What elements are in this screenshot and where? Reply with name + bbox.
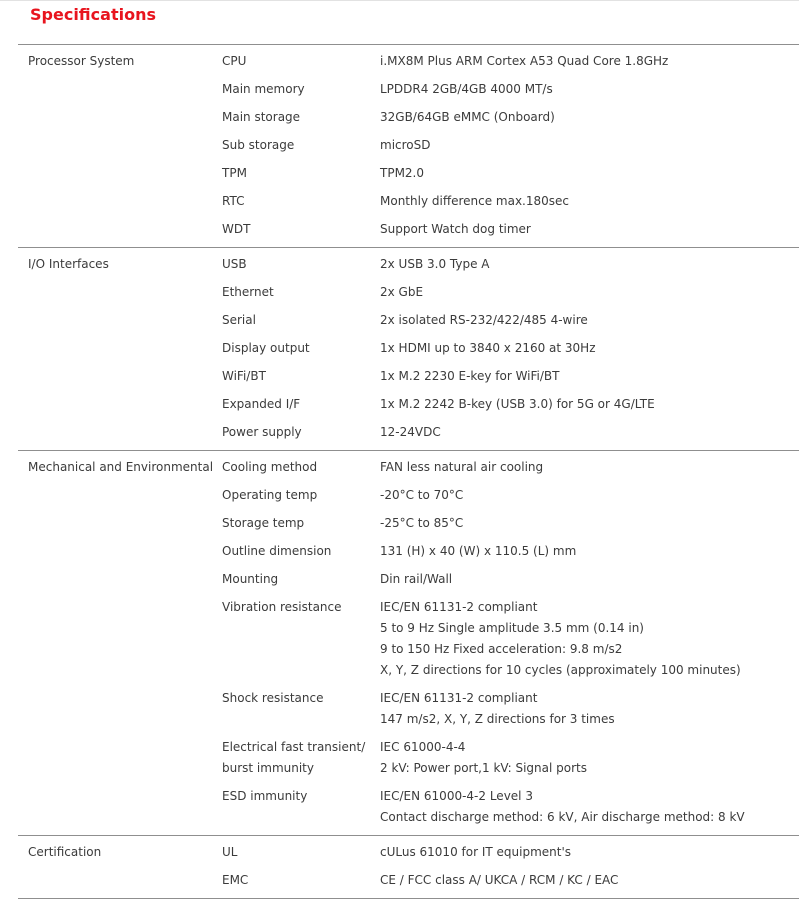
spec-item-line: EMC: [222, 873, 249, 887]
spec-row: [18, 597, 799, 688]
spec-item-label: [222, 597, 380, 688]
spec-value-line: -20°C to 70°C: [380, 488, 464, 502]
group-label-empty: [18, 422, 222, 451]
spec-item-line: Operating temp: [222, 488, 318, 502]
spec-item-label: [222, 513, 380, 541]
spec-value-line: 12-24VDC: [380, 425, 441, 439]
spec-item-line: Mounting: [222, 572, 279, 586]
spec-value-line: LPDDR4 2GB/4GB 4000 MT/s: [380, 82, 553, 96]
spec-value-line: 2x GbE: [380, 285, 424, 299]
spec-item-label: [222, 219, 380, 248]
spec-row: [18, 191, 799, 219]
spec-row: [18, 163, 799, 191]
spec-row: [18, 248, 799, 283]
spec-value: [380, 248, 799, 283]
spec-value-line: 1x M.2 2230 E-key for WiFi/BT: [380, 369, 560, 383]
spec-value: [380, 219, 799, 248]
spec-item-label: [222, 394, 380, 422]
spec-row: [18, 870, 799, 899]
spec-row: [18, 282, 799, 310]
spec-value: [380, 688, 799, 737]
group-label-empty: [18, 79, 222, 107]
spec-value: [380, 870, 799, 899]
spec-item-line: TPM: [222, 166, 247, 180]
spec-item-line: Sub storage: [222, 138, 295, 152]
spec-item-line: Ethernet: [222, 285, 274, 299]
spec-item-line: Vibration resistance: [222, 600, 342, 614]
spec-item-label: [222, 688, 380, 737]
spec-item-label: [222, 485, 380, 513]
spec-value: [380, 338, 799, 366]
spec-value: [380, 107, 799, 135]
spec-item-label: [222, 107, 380, 135]
group-label-empty: [18, 485, 222, 513]
spec-row: [18, 569, 799, 597]
spec-row: [18, 366, 799, 394]
spec-value-line: 147 m/s2, X, Y, Z directions for 3 times: [380, 712, 615, 726]
spec-row: [18, 836, 799, 871]
spec-item-label: [222, 338, 380, 366]
spec-value: [380, 282, 799, 310]
group-label: Certification: [28, 845, 102, 859]
group-label-empty: [18, 513, 222, 541]
group-label-empty: [18, 569, 222, 597]
spec-value-line: Support Watch dog timer: [380, 222, 531, 236]
spec-value: [380, 451, 799, 486]
spec-item-label: [222, 248, 380, 283]
spec-value-line: IEC 61000-4-4: [380, 740, 466, 754]
spec-row: [18, 737, 799, 786]
specifications-table: [18, 44, 799, 899]
spec-row: [18, 45, 799, 80]
spec-item-label: [222, 836, 380, 871]
spec-value: [380, 79, 799, 107]
spec-item-label: [222, 191, 380, 219]
group-label-empty: [18, 688, 222, 737]
page-title: Specifications: [30, 5, 156, 24]
spec-row: [18, 107, 799, 135]
group-label-empty: [18, 191, 222, 219]
spec-value: [380, 163, 799, 191]
spec-value: [380, 737, 799, 786]
spec-value-line: microSD: [380, 138, 431, 152]
spec-value-line: IEC/EN 61131-2 compliant: [380, 691, 538, 705]
group-label-empty: [18, 338, 222, 366]
spec-item-line: Storage temp: [222, 516, 305, 530]
spec-item-label: [222, 786, 380, 836]
spec-value: [380, 422, 799, 451]
spec-value-line: Contact discharge method: 6 kV, Air discharge method: 8 kV: [380, 810, 745, 824]
spec-item-label: [222, 45, 380, 80]
group-label: I/O Interfaces: [28, 257, 109, 271]
spec-value-line: 32GB/64GB eMMC (Onboard): [380, 110, 555, 124]
spec-row: [18, 513, 799, 541]
group-label-empty: [18, 786, 222, 836]
spec-item-label: [222, 135, 380, 163]
group-label-empty: [18, 282, 222, 310]
spec-value: [380, 597, 799, 688]
spec-row: [18, 79, 799, 107]
group-label: Mechanical and Environmental: [28, 460, 214, 474]
spec-value-line: -25°C to 85°C: [380, 516, 464, 530]
spec-item-label: [222, 870, 380, 899]
spec-value-line: 1x HDMI up to 3840 x 2160 at 30Hz: [380, 341, 596, 355]
spec-row: [18, 135, 799, 163]
spec-item-line: RTC: [222, 194, 245, 208]
spec-item-label: [222, 310, 380, 338]
group-label-empty: [18, 541, 222, 569]
spec-value-line: CE / FCC class A/ UKCA / RCM / KC / EAC: [380, 873, 619, 887]
group-label-empty: [18, 870, 222, 899]
spec-item-line: burst immunity: [222, 761, 314, 775]
spec-item-label: [222, 737, 380, 786]
spec-item-line: Display output: [222, 341, 310, 355]
spec-value-line: 131 (H) x 40 (W) x 110.5 (L) mm: [380, 544, 577, 558]
spec-value: [380, 394, 799, 422]
spec-item-line: Main storage: [222, 110, 301, 124]
spec-value-line: Monthly difference max.180sec: [380, 194, 570, 208]
spec-row: [18, 541, 799, 569]
spec-row: [18, 786, 799, 836]
spec-value-line: 2x isolated RS-232/422/485 4-wire: [380, 313, 588, 327]
spec-value-line: 1x M.2 2242 B-key (USB 3.0) for 5G or 4G/LTE: [380, 397, 655, 411]
spec-value-line: cULus 61010 for IT equipment's: [380, 845, 572, 859]
spec-item-line: Main memory: [222, 82, 305, 96]
spec-value-line: 2 kV: Power port,1 kV: Signal ports: [380, 761, 588, 775]
spec-value: [380, 541, 799, 569]
spec-value-line: FAN less natural air cooling: [380, 460, 544, 474]
group-label-empty: [18, 135, 222, 163]
spec-item-line: Power supply: [222, 425, 302, 439]
group-label-empty: [18, 737, 222, 786]
spec-row: [18, 394, 799, 422]
spec-row: [18, 338, 799, 366]
group-label-empty: [18, 366, 222, 394]
spec-item-line: Outline dimension: [222, 544, 332, 558]
spec-item-line: ESD immunity: [222, 789, 308, 803]
group-label-empty: [18, 219, 222, 248]
spec-item-label: [222, 569, 380, 597]
spec-item-label: [222, 451, 380, 486]
spec-item-label: [222, 541, 380, 569]
spec-item-line: WDT: [222, 222, 251, 236]
spec-item-line: Expanded I/F: [222, 397, 301, 411]
spec-value-line: 2x USB 3.0 Type A: [380, 257, 490, 271]
spec-item-label: [222, 79, 380, 107]
spec-value-line: IEC/EN 61000-4-2 Level 3: [380, 789, 533, 803]
spec-item-line: Cooling method: [222, 460, 318, 474]
spec-row: [18, 310, 799, 338]
spec-item-line: CPU: [222, 54, 247, 68]
top-divider: [0, 0, 799, 1]
spec-value: [380, 485, 799, 513]
spec-row: [18, 219, 799, 248]
spec-item-line: USB: [222, 257, 247, 271]
spec-item-line: Electrical fast transient/: [222, 740, 366, 754]
spec-item-line: UL: [222, 845, 238, 859]
spec-value: [380, 786, 799, 836]
spec-item-label: [222, 422, 380, 451]
spec-item-line: Serial: [222, 313, 256, 327]
spec-value-line: 5 to 9 Hz Single amplitude 3.5 mm (0.14 in): [380, 621, 644, 635]
spec-value-line: X, Y, Z directions for 10 cycles (approximately 100 minutes): [380, 663, 741, 677]
spec-value: [380, 836, 799, 871]
spec-row: [18, 485, 799, 513]
group-label-empty: [18, 394, 222, 422]
spec-row: [18, 422, 799, 451]
spec-value-line: IEC/EN 61131-2 compliant: [380, 600, 538, 614]
group-label-empty: [18, 310, 222, 338]
group-label: Processor System: [28, 54, 135, 68]
spec-item-line: Shock resistance: [222, 691, 324, 705]
spec-value: [380, 513, 799, 541]
spec-value-line: 9 to 150 Hz Fixed acceleration: 9.8 m/s2: [380, 642, 623, 656]
group-label-empty: [18, 597, 222, 688]
spec-value-line: Din rail/Wall: [380, 572, 453, 586]
spec-value: [380, 45, 799, 80]
spec-value: [380, 569, 799, 597]
spec-value: [380, 135, 799, 163]
group-label-empty: [18, 107, 222, 135]
spec-value-line: i.MX8M Plus ARM Cortex A53 Quad Core 1.8GHz: [380, 54, 669, 68]
spec-value: [380, 310, 799, 338]
spec-item-label: [222, 366, 380, 394]
spec-row: [18, 688, 799, 737]
spec-item-label: [222, 163, 380, 191]
spec-item-label: [222, 282, 380, 310]
group-label-empty: [18, 163, 222, 191]
spec-value: [380, 191, 799, 219]
spec-value: [380, 366, 799, 394]
spec-row: [18, 451, 799, 486]
spec-value-line: TPM2.0: [380, 166, 425, 180]
spec-item-line: WiFi/BT: [222, 369, 266, 383]
